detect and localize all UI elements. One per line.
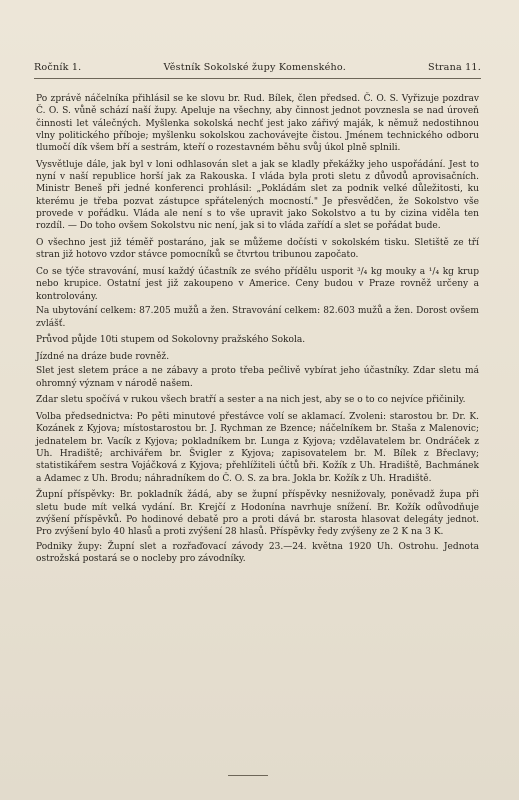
end-rule — [228, 775, 268, 776]
article-body — [36, 93, 479, 568]
paragraph-catering: Co se týče stravování, musí každý účastník ze svého přídělu usporit ³/₄ kg mouky a ¹/₄ kg krup nebo krupice. Ostatní jest již zakoupeno v Americe. Ceny budou v Praze rovněž určeny a kontrolovány. — [36, 267, 479, 302]
paragraph-fare: Jízdné na dráze bude rovněž. — [36, 351, 170, 362]
paragraph-fees: Župní příspěvky: Br. pokladník žádá, aby se župní příspěvky nesnižovaly, poněvadž župa při sletu bude mít velká vydání. Br. Krejčí z Hodonína navrhuje snížení. Br. Kožík odůvodňuje zvýšení příspěvků. Po hodinové debatě pro a proti dává br. starosta hlasovat delegáty jednot. Pro zvýšení bylo 40 hlasů a proti zvýšení 28 hlasů. Příspěvky ředy zvýšeny ze 2 K na 3 K. — [36, 490, 479, 538]
paragraph-success: Zdar sletu spočívá v rukou všech bratří a sester a na nich jest, aby se o to co nejvíce přičinily. — [36, 395, 466, 406]
header-rule — [34, 78, 481, 79]
paragraph-accommodation: Na ubytování celkem: 87.205 mužů a žen. Stravování celkem: 82.603 mužů a žen. Dorost ovšem zvlášť. — [36, 306, 479, 329]
paragraph-work: Slet jest sletem práce a ne zábavy a proto třeba pečlivě vybírat jeho účastníky. Zdar sletu má ohromný význam v národě našem. — [36, 366, 479, 389]
page-header — [34, 62, 481, 73]
paragraph-election: Volba předsednictva: Po pěti minutové přestávce volí se aklamací. Zvoleni: starostou br. Dr. K. Kozánek z Kyjova; místostarostou br. J. Rychman ze Bzence; náčelníkem br. Staša z Malenovic; jednatelem br. Vacík z Kyjova; pokladníkem br. Lunga z Kyjova; vzdělavatelem br. Ondráček z Uh. Hradiště; archivářem br. Švigler z Kyjova; zapisovatelem br. M. Bílek z Břeclavy; statistikářem sestra Vojáčková z Kyjova; přehlížiteli účtů bři. Kožík z Uh. Hradiště, Bachmánek a Adamec z Uh. Brodu; náhradníkem do Č. O. S. za bra. Jokla br. Kožík z Uh. Hradiště. — [36, 412, 479, 484]
volume-label: Ročník 1. — [34, 62, 82, 73]
page-number: Strana 11. — [428, 62, 481, 73]
journal-title: Věstník Sokolské župy Komenského. — [163, 62, 346, 73]
paragraph-preparations: O všechno jest již téměř postaráno, jak se můžeme dočísti v sokolském tisku. Sletiště ze tří stran již hotovo vzdor stávce pomocníků se čtvrtou tribunou započato. — [36, 238, 479, 261]
paragraph-procession: Průvod půjde 10ti stupem od Sokolovny pražského Sokola. — [36, 335, 306, 346]
paragraph-speech: Po zprávě náčelníka přihlásil se ke slovu br. Rud. Bílek, člen předsed. Č. O. S. Vyřizuje pozdrav Č. O. S. vůně schází naší župy. Apeluje na všechny, aby činnost jednot povznesla se nad úroveň činnosti let válečných. Myšlenka sokolská nechť jest jako zářivý maják, k němuž nedostihnou vlny politického příboje; myšlenku sokolskou zachovávejte čistou. Jménem technického odboru tlumočí dík všem bří a sestrám, kteří o rozestavném běhu svůj úkol plně splnili. — [36, 94, 479, 154]
paragraph-events: Podniky župy: Župní slet a rozřaďovací závody 23.—24. května 1920 Uh. Ostrohu. Jednota ostrožská postará se o nocleby pro závodníky. — [36, 541, 479, 565]
paragraph-obstacles: Vysvětluje dále, jak byl v loni odhlasován slet a jak se kladly překážky jeho uspořádání. Jest to nyní v naší republice horší jak za Rakouska. I vláda byla proti sletu z důvodů aprovisačních. Ministr Beneš při jedné konferenci prohlásil: „Pokládám slet za podnik velké důležitosti, ku kterému je třeba pozvat zástupce spřátelených mocností." Je přesvědčen, že Sokolstvo vše provede v pořádku. Vláda ale není s to vše upravit jako Sokolstvo a tu by cizina viděla ten rozdíl. — Do toho ovšem Sokolstvu nic není, jak si to vláda zařídí a slet se pořádat bude. — [36, 159, 479, 232]
